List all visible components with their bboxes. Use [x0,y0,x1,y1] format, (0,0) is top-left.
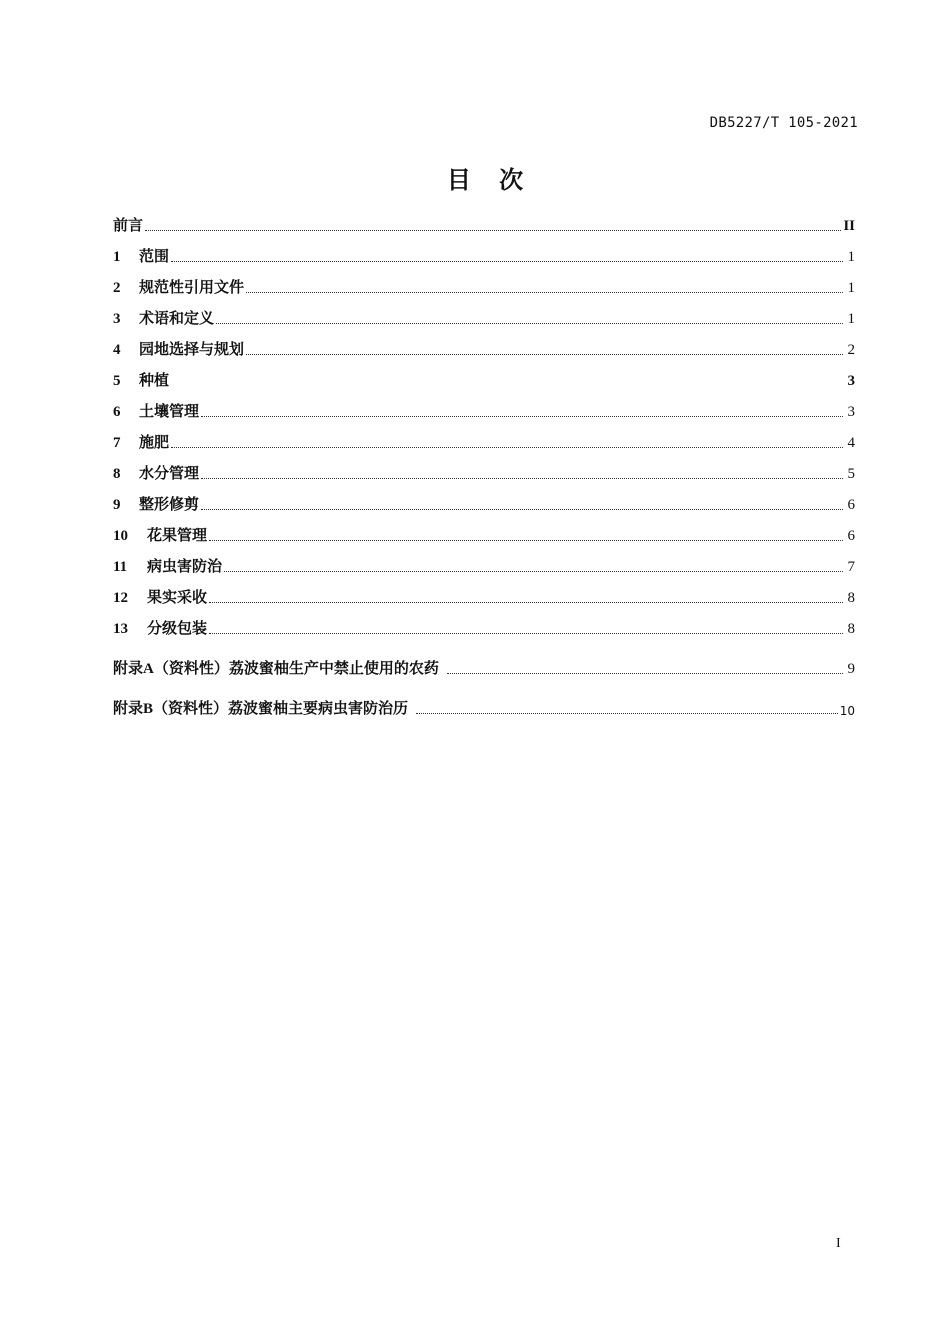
toc-dot-leader [171,385,843,386]
toc-entry-number: 3 [113,311,121,327]
toc-entry-number: 5 [113,373,121,389]
toc-entry-label: 附录B（资料性）荔波蜜柚主要病虫害防治历 [113,701,409,717]
toc-dot-leader [246,291,843,293]
toc-entry-5[interactable] [113,362,855,393]
toc-entry-label: 土壤管理 [139,404,200,420]
toc-dot-leader [209,601,843,603]
toc-entry-10[interactable] [113,517,855,548]
toc-appendix-b[interactable] [113,681,855,721]
toc-dot-leader [171,260,843,262]
toc-entry-label: 种植 [139,373,170,389]
toc-dot-leader [209,632,843,634]
toc-dot-leader [246,353,843,355]
toc-title: 目 次 [446,166,534,194]
toc-entry-label: 术语和定义 [139,311,215,327]
toc-entry-number: 7 [113,435,121,451]
toc-entry-1[interactable] [113,238,855,269]
toc-entry-page: II [843,218,855,234]
toc-entry-number: 9 [113,497,121,513]
toc-entry-page: 9 [847,661,855,677]
toc-entry-number: 13 [113,621,128,637]
toc-entry-9[interactable] [113,486,855,517]
table-of-contents [113,207,855,721]
toc-entry-number: 8 [113,466,121,482]
toc-entry-7[interactable] [113,424,855,455]
toc-entry-page: 6 [847,497,855,513]
toc-entry-number: 11 [113,559,128,575]
toc-entry-page: 1 [847,311,855,327]
toc-entry-number: 6 [113,404,121,420]
toc-entry-label: 施肥 [139,435,170,451]
toc-entry-page: 1 [847,249,855,265]
toc-entry-page: 3 [847,404,855,420]
toc-entry-label: 前言 [113,218,144,234]
toc-entry-label: 园地选择与规划 [139,342,245,358]
toc-entry-11[interactable] [113,548,855,579]
toc-entry-foreword[interactable] [113,207,855,238]
toc-entry-2[interactable] [113,269,855,300]
toc-dot-leader [224,570,843,572]
toc-entry-page: 8 [847,590,855,606]
toc-entry-label: 水分管理 [139,466,200,482]
toc-entry-page: 2 [847,342,855,358]
toc-dot-leader [171,446,843,448]
toc-entry-label: 整形修剪 [139,497,200,513]
toc-entry-page: 7 [847,559,855,575]
toc-entry-label: 范围 [139,249,170,265]
toc-entry-page: 3 [847,373,855,389]
toc-dot-leader [201,508,843,510]
toc-entry-number: 12 [113,590,128,606]
toc-entry-6[interactable] [113,393,855,424]
toc-dot-leader [201,477,843,479]
toc-entry-4[interactable] [113,331,855,362]
toc-entry-page: 6 [847,528,855,544]
toc-entry-label: 花果管理 [147,528,208,544]
toc-dot-leader [209,539,843,541]
toc-appendix-a[interactable] [113,641,855,681]
toc-entry-label: 果实采收 [147,590,208,606]
toc-entry-12[interactable] [113,579,855,610]
toc-entry-page: 1 [847,280,855,296]
toc-entry-page: 10 [839,704,855,718]
toc-dot-leader [201,415,843,417]
toc-entry-label: 分级包装 [147,621,208,637]
toc-dot-leader [145,229,841,231]
toc-dot-leader [447,672,843,674]
toc-entry-label: 规范性引用文件 [139,280,245,296]
toc-entry-8[interactable] [113,455,855,486]
toc-dot-leader [416,712,838,714]
toc-entry-13[interactable] [113,610,855,641]
toc-entry-label: 附录A（资料性）荔波蜜柚生产中禁止使用的农药 [113,661,439,677]
toc-entry-3[interactable] [113,300,855,331]
toc-entry-number: 4 [113,342,121,358]
toc-entry-label: 病虫害防治 [147,559,223,575]
document-code: DB5227/T 105-2021 [709,115,858,131]
toc-entry-number: 10 [113,528,128,544]
page-number: I [836,1236,841,1251]
toc-entry-page: 4 [847,435,855,451]
toc-entry-number: 1 [113,249,121,265]
toc-entry-page: 8 [847,621,855,637]
toc-dot-leader [216,322,843,324]
toc-entry-number: 2 [113,280,121,296]
toc-entry-page: 5 [847,466,855,482]
